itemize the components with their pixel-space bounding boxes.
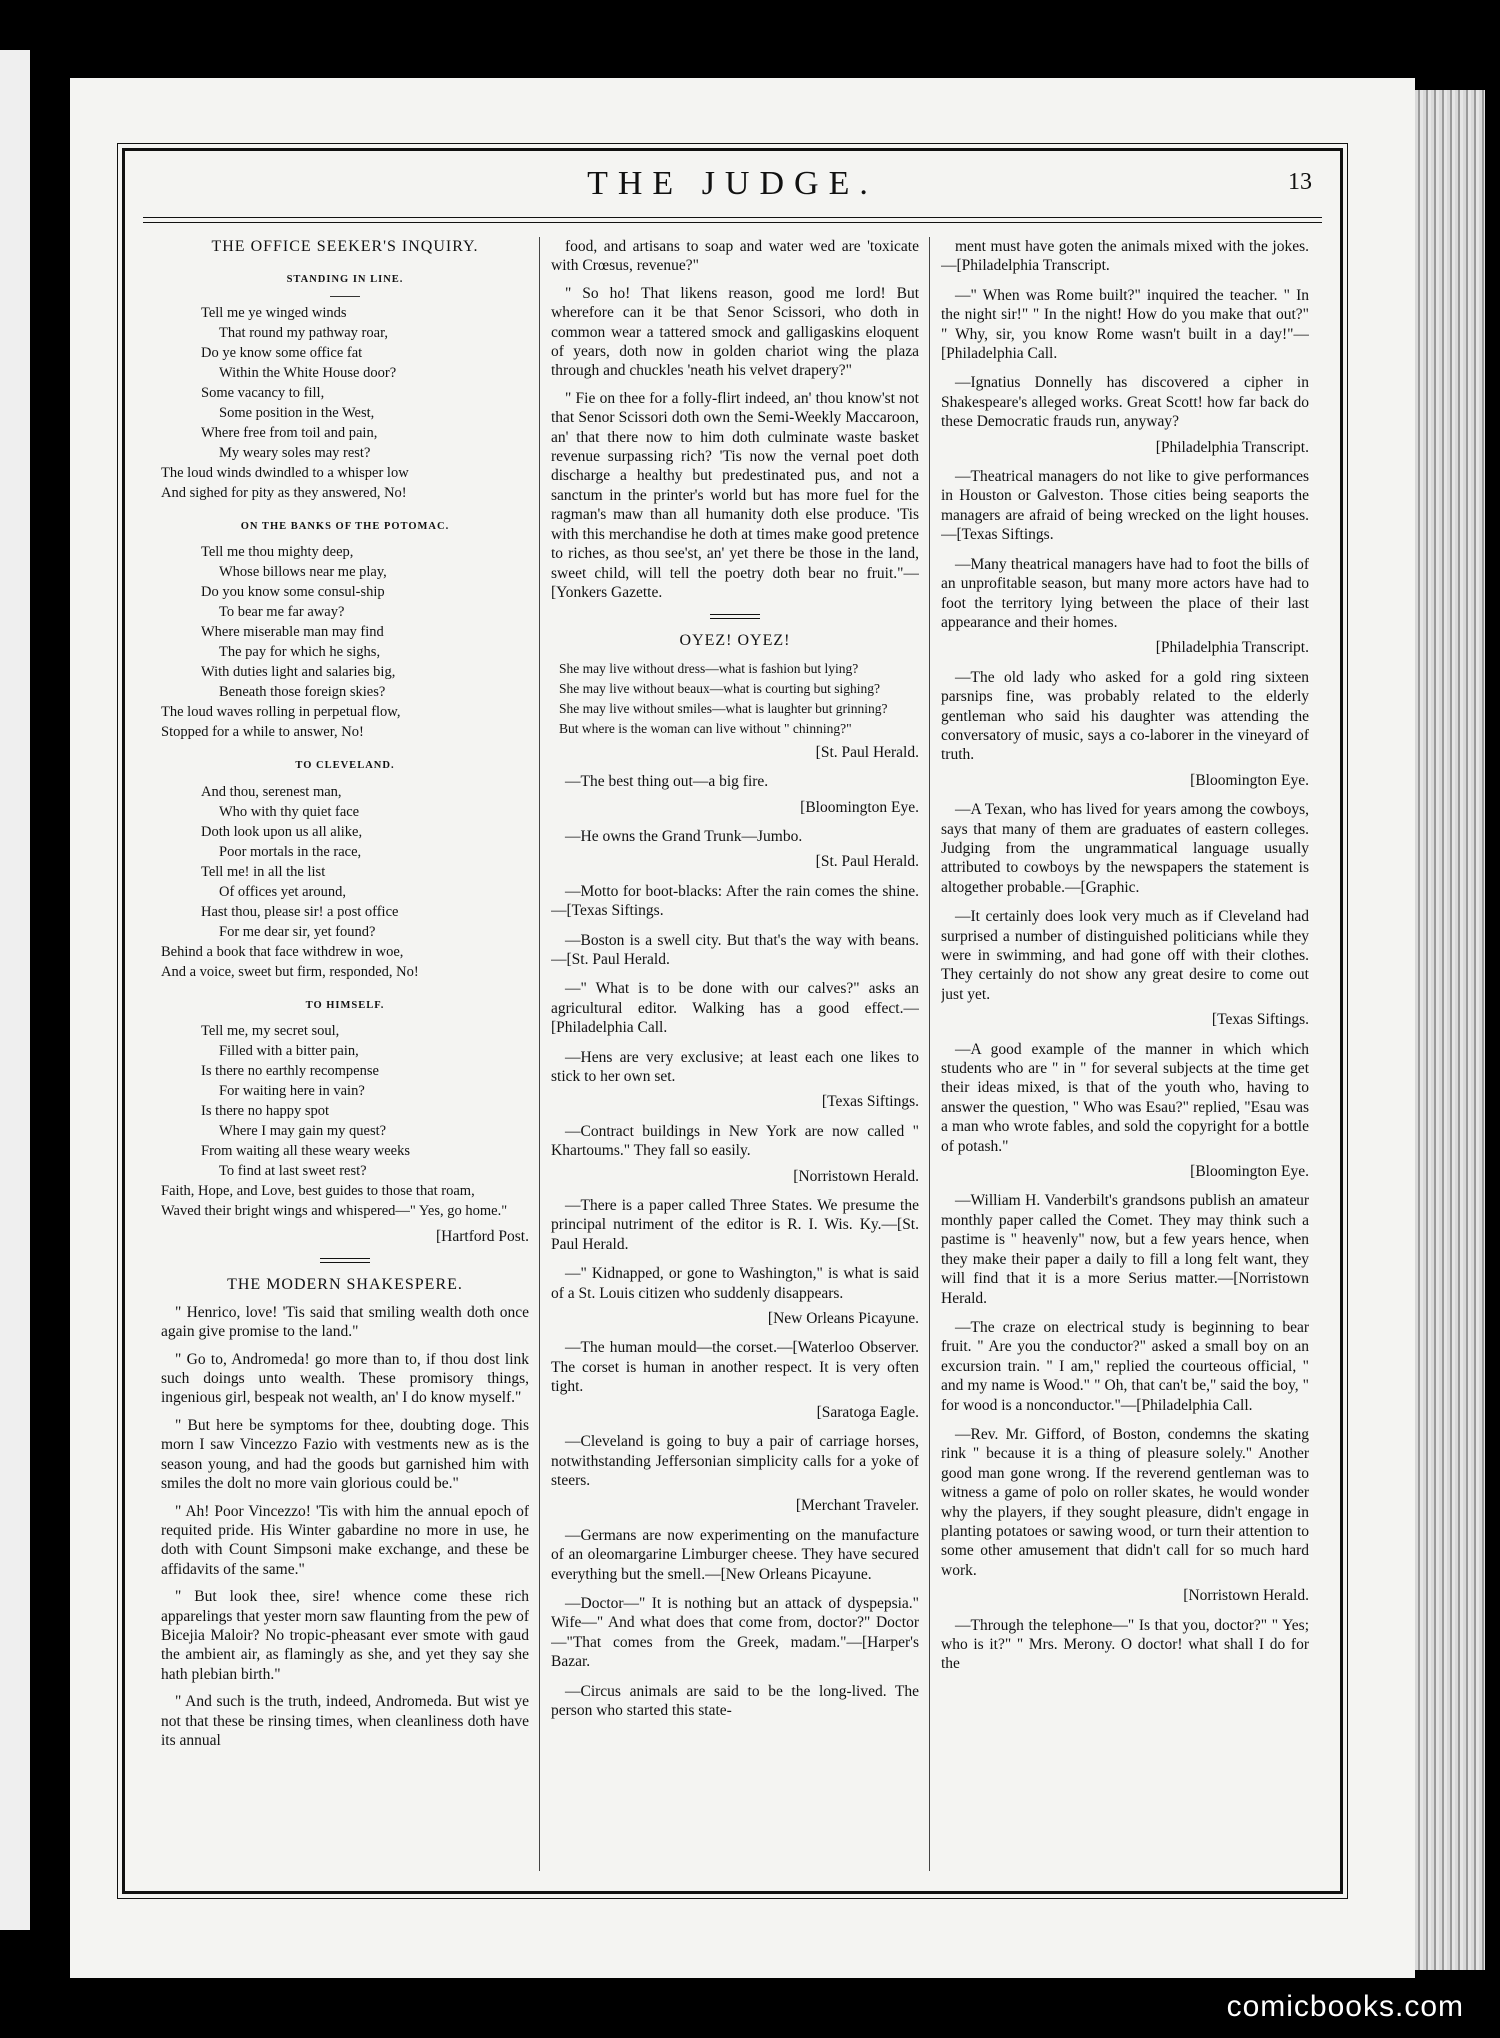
adjacent-page-edge	[0, 50, 30, 1930]
source-credit: [Bloomington Eye.	[800, 798, 919, 816]
verse-line: Of offices yet around,	[219, 883, 346, 900]
joke-item: —" When was Rome built?" inquired the teacher. " In the night sir!" " In the night! How do you make that out?" " Why, sir, you know Rome wasn't built in a day!"—[Philadelphia Call.	[941, 286, 1309, 363]
verse-line: For waiting here in vain?	[219, 1083, 365, 1100]
verse-line: For me dear sir, yet found?	[219, 923, 376, 940]
verse-line: Where free from toil and pain,	[201, 424, 378, 441]
binding-spine	[1415, 90, 1485, 1970]
joke-item: —Boston is a swell city. But that's the way with beans.—[St. Paul Herald.	[551, 931, 919, 968]
paragraph: food, and artisans to soap and water wed are 'toxicate with Crœsus, revenue?"	[551, 238, 919, 275]
verse-line: Where I may gain my quest?	[219, 1123, 387, 1140]
verse-line: And thou, serenest man,	[201, 783, 342, 800]
masthead-title: THE JUDGE.	[587, 165, 878, 202]
section-divider	[710, 614, 760, 619]
source-credit: [Bloomington Eye.	[1190, 1163, 1309, 1181]
verse-line: Beneath those foreign skies?	[219, 684, 386, 701]
joke-item: —Many theatrical managers have had to foot the bills of an unprofitable season, but many more actors have had to foot the territory lying between the place of their last appearance and their homes.	[941, 555, 1309, 631]
joke-item: —He owns the Grand Trunk—Jumbo.	[565, 827, 803, 845]
verse-line: Tell me, my secret soul,	[201, 1023, 340, 1040]
verse-line: Whose billows near me play,	[219, 564, 387, 581]
page-frame	[122, 148, 1343, 1894]
verse-line: Filled with a bitter pain,	[219, 1043, 359, 1060]
verse-line: Hast thou, please sir! a post office	[201, 903, 399, 920]
verse-line: Waved their bright wings and whispered—" Yes, go home."	[161, 1203, 508, 1220]
verse-line: She may live without dress—what is fashion but lying?	[559, 660, 859, 676]
joke-item: —Cleveland is going to buy a pair of carriage horses, notwithstanding Jeffersonian simplicity calls for a yoke of steers.	[551, 1433, 919, 1489]
source-credit: [Norristown Herald.	[1183, 1587, 1309, 1605]
verse-line: She may live without smiles—what is laughter but grinning?	[559, 700, 888, 716]
verse-line: Some position in the West,	[219, 404, 375, 421]
stanza	[161, 542, 529, 742]
story-text	[161, 1303, 529, 1751]
verse-line: Faith, Hope, and Love, best guides to those that roam,	[161, 1183, 475, 1200]
verse-line: Is there no happy spot	[201, 1103, 330, 1120]
source-credit: [New Orleans Picayune.	[767, 1310, 919, 1328]
column-1	[161, 237, 529, 1861]
stanza-heading: ON THE BANKS OF THE POTOMAC.	[240, 520, 450, 532]
stanza-heading: TO HIMSELF.	[305, 999, 385, 1011]
joke-item: —The craze on electrical study is beginning to bear fruit. " Are you the conductor?" asked a small boy on an excursion train. " I am," replied the courteous official, " and my name is Wood." " Oh, that can't be," said the boy, " for wood is a nonconductor."—[Philadelphia Call.	[941, 1318, 1309, 1414]
paragraph: " Henrico, love! 'Tis said that smiling wealth doth once again give promise to the land."	[161, 1303, 529, 1341]
joke-item: —The human mould—the corset.—[Waterloo Observer. The corset is human in another respect. It is very often tight.	[551, 1339, 919, 1396]
verse-line: The pay for which he sighs,	[219, 644, 381, 661]
column-rule	[539, 237, 540, 1871]
verse-line: Some vacancy to fill,	[201, 384, 325, 401]
story-text	[551, 237, 919, 602]
verse-line: Tell me ye winged winds	[201, 304, 347, 321]
source-credit: [Texas Siftings.	[1211, 1011, 1309, 1029]
oyez-verse	[551, 659, 919, 739]
section-divider	[320, 1258, 370, 1263]
source-credit: [Hartford Post.	[436, 1228, 529, 1246]
paragraph: " Ah! Poor Vincezzo! 'Tis with him the annual epoch of requited pride. His Winter gabardine no more in use, he doth with Count Simpsoni make exchange, and these be affidavits of the same."	[161, 1502, 529, 1578]
verse-line: Stopped for a while to answer, No!	[161, 724, 364, 741]
stanza-heading: TO CLEVELAND.	[295, 760, 395, 772]
joke-item: —The old lady who asked for a gold ring sixteen parsnips fine, was probably related to the elderly gentleman who said his daughter was attending the conversatory of music, says a co-laborer in the vineyard of truth.	[941, 668, 1309, 764]
source-credit: [Philadelphia Transcript.	[1155, 639, 1309, 657]
joke-item: —The best thing out—a big fire.	[565, 773, 769, 791]
verse-line: That round my pathway roar,	[219, 324, 388, 341]
joke-item: —Ignatius Donnelly has discovered a cipher in Shakespeare's alleged works. Great Scott! how far back do these Democratic frauds run, anyway?	[941, 374, 1309, 431]
jokes-list	[551, 772, 919, 1720]
stanza	[161, 1021, 529, 1221]
joke-item: —" What is to be done with our calves?" asks an agricultural editor. Walking has a good effect.—[Philadelphia Call.	[551, 980, 919, 1037]
joke-item: —Doctor—" It is nothing but an attack of dyspepsia." Wife—" And what does that come from, doctor?" Doctor—"That comes from the Greek, madam."—[Harper's Bazar.	[551, 1594, 919, 1671]
verse-line: With duties light and salaries big,	[201, 664, 396, 681]
source-credit: [Merchant Traveler.	[795, 1497, 919, 1515]
poem-title: OYEZ! OYEZ!	[679, 632, 791, 650]
source-credit: [Philadelphia Transcript.	[1155, 438, 1309, 456]
joke-item: ment must have goten the animals mixed with the jokes.—[Philadelphia Transcript.	[941, 238, 1309, 275]
paragraph: " Fie on thee for a folly-flirt indeed, an' thou know'st not that Senor Scissori doth own the Semi-Weekly Maccaroon, an' that there now to him doth culminate waste basket revenue surpassing rich? 'Tis now the vernal poet doth discharge a healthy but predestinated pus, and not a sanctum in the printer's world but has more fuel for the ragman's maw than all humanity doth else produce. 'Tis with this merchandise he doth at times make good pretence to riches, as thou see'st, an' yet there be those in the land, sweet child, will tell the poetry doth bear no fruit."—[Yonkers Gazette.	[551, 389, 919, 601]
paragraph: " But here be symptoms for thee, doubting doge. This morn I saw Vincezzo Fazio with vestments new as is the season young, and had the goods but garnished him with smiles the dolt no more vain glorious could be."	[161, 1416, 529, 1493]
joke-item: —Through the telephone—" Is that you, doctor?" " Yes; who is it?" " Mrs. Merony. O doctor! what shall I do for the	[941, 1616, 1309, 1673]
joke-item: —Contract buildings in New York are now called " Khartoums." They fall so easily.	[551, 1122, 919, 1160]
paragraph: " So ho! That likens reason, good me lord! But wherefore can it be that Senor Scissori, who doth in common wear a tattered smock and galligaskins eloquent of years, doth now in golden chariot wing the plaza through and chuckles 'neath his velvet drapery?"	[551, 284, 919, 380]
verse-line: And a voice, sweet but firm, responded, No!	[161, 963, 419, 980]
source-credit: [St. Paul Herald.	[815, 853, 919, 871]
joke-item: —Rev. Mr. Gifford, of Boston, condemns the skating rink " because it is a thing of pleasure solely." Another good man gone wrong. If the reverend gentleman was to witness a game of polo on roller skates, he would wonder why the players, if they sought pleasure, didn't engage in planting potatoes or sawing wood, or turn their attention to some other amusement that didn't call for so much hard work.	[941, 1425, 1309, 1579]
story-title: THE MODERN SHAKESPERE.	[227, 1276, 463, 1294]
verse-line: Do ye know some office fat	[201, 344, 363, 361]
verse-line: The loud waves rolling in perpetual flow,	[161, 704, 401, 721]
poem-title: THE OFFICE SEEKER'S INQUIRY.	[211, 238, 479, 255]
verse-line: Tell me thou mighty deep,	[201, 544, 354, 561]
verse-line: My weary soles may rest?	[219, 444, 371, 461]
joke-item: —Theatrical managers do not like to give performances in Houston or Galveston. Those cities being seaports the managers are afraid of being wrecked on the light houses.—[Texas Siftings.	[941, 468, 1309, 544]
paragraph: " And such is the truth, indeed, Andromeda. But wist ye not that these be rinsing times, when cleanliness doth have its annual	[161, 1693, 529, 1749]
joke-item: —A Texan, who has lived for years among the cowboys, says that many of them are graduates of eastern colleges. Judging from the ungrammatical language usually attributed to cowboys by the newspapers the statement is altogether probable.—[Graphic.	[941, 801, 1309, 896]
verse-line: To bear me far away?	[219, 604, 345, 621]
joke-item: —Hens are very exclusive; at least each one likes to stick to her own set.	[551, 1048, 919, 1085]
verse-line: Doth look upon us all alike,	[201, 823, 363, 840]
verse-line: Do you know some consul-ship	[201, 584, 385, 601]
verse-line: Is there no earthly recompense	[201, 1063, 379, 1080]
verse-line: She may live without beaux—what is courting but sighing?	[559, 680, 880, 696]
column-rule	[929, 237, 930, 1871]
joke-item: —" Kidnapped, or gone to Washington," is what is said of a St. Louis citizen who suddenly disappears.	[551, 1265, 919, 1302]
source-credit: [Bloomington Eye.	[1190, 771, 1309, 789]
verse-line: And sighed for pity as they answered, No!	[161, 484, 407, 501]
verse-line: Who with thy quiet face	[219, 803, 360, 820]
stanza	[161, 303, 529, 503]
watermark: comicbooks.com	[1226, 1990, 1464, 2023]
page-number: 13	[1288, 169, 1312, 195]
joke-item: —There is a paper called Three States. We presume the principal nutriment of the editor is R. I. Wis. Ky.—[St. Paul Herald.	[551, 1197, 919, 1253]
joke-item: —It certainly does look very much as if Cleveland had surprised a number of distinguished politicians while they were in swimming, and had gone off with their clothes. They certainly do not show any great desire to come out just yet.	[941, 908, 1309, 1003]
verse-line: Behind a book that face withdrew in woe,	[161, 943, 404, 960]
jokes-list	[941, 237, 1309, 1674]
verse-line: To find at last sweet rest?	[219, 1163, 367, 1180]
source-credit: [Saratoga Eagle.	[816, 1403, 919, 1421]
column-2	[551, 237, 919, 1861]
paragraph: " But look thee, sire! whence come these rich apparelings that yester morn saw flaunting from the pew of Bicejia Maloir? No tropic-pheasant ever smote with gaud the ambient air, as flamingly as she, and yet they say she hath plebian birth."	[161, 1588, 529, 1683]
stanza-heading: STANDING IN LINE.	[286, 274, 404, 286]
verse-line: Within the White House door?	[219, 364, 397, 381]
verse-line: From waiting all these weary weeks	[201, 1143, 410, 1160]
verse-line: The loud winds dwindled to a whisper low	[161, 464, 409, 481]
column-3	[941, 237, 1309, 1861]
source-credit: [Norristown Herald.	[793, 1167, 919, 1185]
verse-line: Tell me! in all the list	[201, 863, 326, 880]
divider	[330, 296, 360, 297]
joke-item: —Germans are now experimenting on the manufacture of an oleomargarine Limburger cheese. They have secured everything but the smell.—[New Orleans Picayune.	[551, 1526, 919, 1583]
source-credit: [St. Paul Herald.	[815, 743, 919, 761]
joke-item: —A good example of the manner in which which students who are " in " for several subjects at the time get their ideas mixed, is that of the youth who, having to answer the question, " Who was Esau?" replied, "Esau was a man who wrote fables, and sold the copyright for a bottle of potash."	[941, 1040, 1309, 1155]
joke-item: —Motto for boot-blacks: After the rain comes the shine.—[Texas Siftings.	[551, 882, 919, 920]
stanza	[161, 782, 529, 982]
source-credit: [Texas Siftings.	[821, 1093, 919, 1111]
verse-line: Poor mortals in the race,	[219, 843, 362, 860]
verse-line: But where is the woman can live without " chinning?"	[559, 720, 852, 736]
joke-item: —Circus animals are said to be the long-lived. The person who started this state-	[551, 1682, 919, 1719]
masthead-rule	[143, 217, 1322, 223]
paragraph: " Go to, Andromeda! go more than to, if thou dost link such doings unto wealth. These promisory things, ingenious girl, bespeak not wealth, an' I do know myself."	[161, 1350, 529, 1407]
verse-line: Where miserable man may find	[201, 624, 384, 641]
joke-item: —William H. Vanderbilt's grandsons publish an amateur monthly paper called the Comet. They may think such a pastime is " heavenly" now, but a few years hence, when they make their paper a daily to fill a long felt want, they will find that it is a more Serius matter.—[Norristown Herald.	[941, 1192, 1309, 1307]
